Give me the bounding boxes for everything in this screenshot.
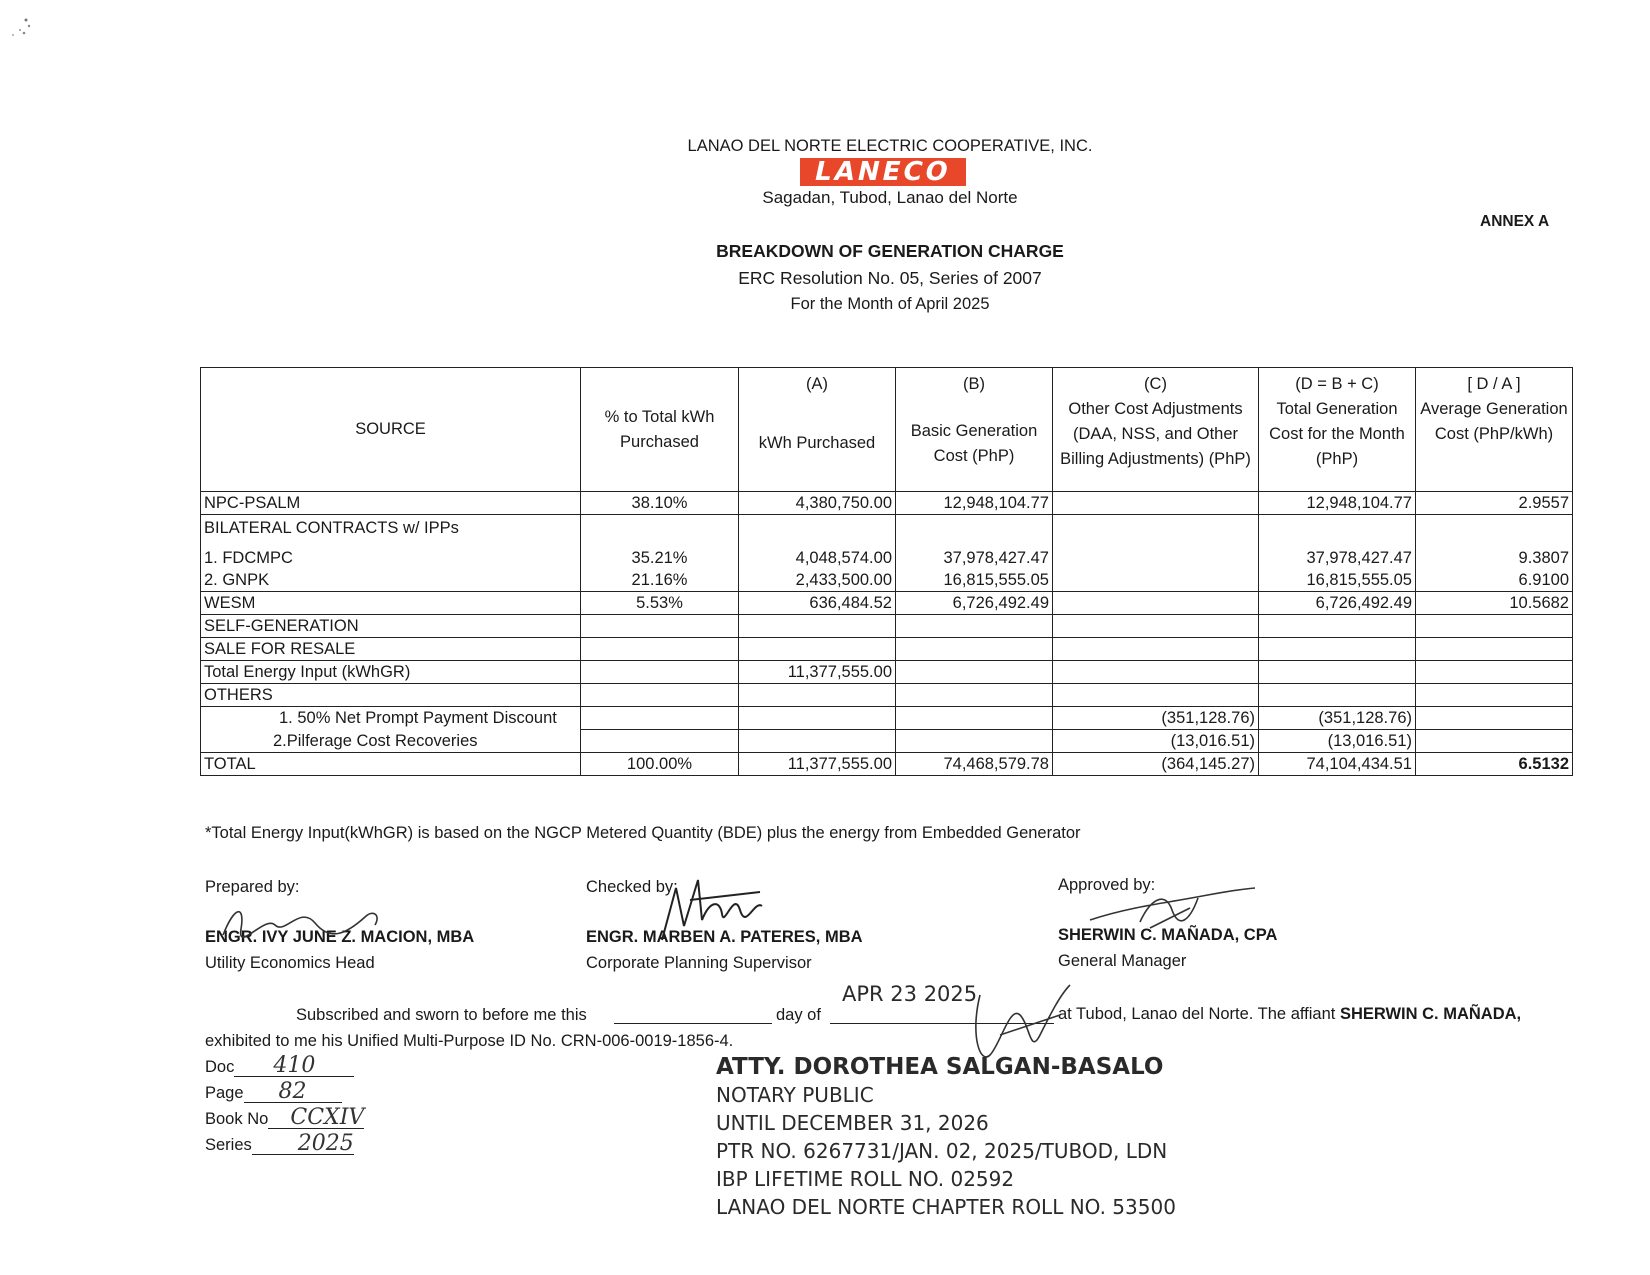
row-pct: 100.00% (581, 753, 739, 776)
generation-charge-table (200, 367, 1573, 776)
company-name: LANAO DEL NORTE ELECTRIC COOPERATIVE, INC. (687, 137, 1093, 155)
row-adjustments (1053, 592, 1259, 615)
row-kwh: 4,380,750.00 (739, 492, 896, 515)
row-source: NPC-PSALM (201, 492, 581, 515)
table-row (201, 592, 1573, 615)
col-header-source: SOURCE (201, 368, 581, 492)
row-source: SELF-GENERATION (201, 615, 581, 638)
row-total-cost: 37,978,427.47 (1259, 541, 1416, 569)
row-total-cost: 12,948,104.77 (1259, 492, 1416, 515)
row-kwh: 4,048,574.00 (739, 541, 896, 569)
row-basic-cost: 6,726,492.49 (896, 592, 1053, 615)
table-row (201, 515, 1573, 542)
date-stamp: APR 23 2025 (842, 982, 978, 1006)
checked-signature (650, 870, 780, 955)
resolution-line: ERC Resolution No. 05, Series of 2007 (738, 268, 1042, 288)
company-address: Sagadan, Tubod, Lanao del Norte (762, 188, 1018, 207)
row-kwh: 11,377,555.00 (739, 661, 896, 684)
page-value: 82 (244, 1082, 342, 1103)
checked-name: ENGR. MARBEN A. PATERES, MBA (586, 928, 863, 946)
row-source: 2. GNPK (201, 569, 581, 592)
row-source: BILATERAL CONTRACTS w/ IPPs (201, 515, 581, 542)
row-pct: 38.10% (581, 492, 739, 515)
row-adjustments: (364,145.27) (1053, 753, 1259, 776)
notary-signature (960, 975, 1080, 1090)
prepared-name: ENGR. IVY JUNE Z. MACION, MBA (205, 928, 475, 946)
scan-artifact (8, 14, 34, 38)
row-adjustments (1053, 541, 1259, 569)
table-row (201, 684, 1573, 707)
approved-label: Approved by: (1058, 876, 1156, 894)
row-source: WESM (201, 592, 581, 615)
row-avg-cost: 2.9557 (1416, 492, 1573, 515)
approved-position: General Manager (1058, 952, 1187, 970)
row-kwh: 11,377,555.00 (739, 753, 896, 776)
row-basic-cost: 74,468,579.78 (896, 753, 1053, 776)
row-source: SALE FOR RESALE (201, 638, 581, 661)
approved-signature (1080, 880, 1260, 945)
col-header-b: (B) Basic Generation Cost (PhP) (896, 368, 1053, 492)
col-header-e: [ D / A ] Average Generation Cost (PhP/kWh) (1416, 368, 1573, 492)
row-source: 2.Pilferage Cost Recoveries (201, 730, 581, 753)
laneco-logo: LANECO (800, 158, 966, 186)
notary-name: ATTY. DOROTHEA SALGAN-BASALO (716, 1054, 1164, 1080)
row-basic-cost: 37,978,427.47 (896, 541, 1053, 569)
col-header-a: (A) kWh Purchased (739, 368, 896, 492)
table-row (201, 615, 1573, 638)
row-kwh: 636,484.52 (739, 592, 896, 615)
row-avg-cost: 10.5682 (1416, 592, 1573, 615)
document-title: BREAKDOWN OF GENERATION CHARGE (716, 241, 1064, 261)
prepared-label: Prepared by: (205, 878, 300, 896)
jurat-day-line (614, 1023, 772, 1024)
row-total-cost: (13,016.51) (1259, 730, 1416, 753)
row-adjustments (1053, 492, 1259, 515)
row-pct: 5.53% (581, 592, 739, 615)
row-avg-cost: 6.9100 (1416, 569, 1573, 592)
table-row (201, 661, 1573, 684)
jurat-part1: Subscribed and sworn to before me this (296, 1006, 587, 1024)
table-row (201, 730, 1573, 753)
row-total-cost: (351,128.76) (1259, 707, 1416, 730)
row-pct: 35.21% (581, 541, 739, 569)
notary-ptr: PTR NO. 6267731/JAN. 02, 2025/TUBOD, LDN (716, 1139, 1168, 1163)
col-header-c: (C) Other Cost Adjustments (DAA, NSS, and Other Billing Adjustments) (PhP) (1053, 368, 1259, 492)
jurat-part2: day of (776, 1006, 821, 1024)
table-row (201, 541, 1573, 569)
notary-until: UNTIL DECEMBER 31, 2026 (716, 1111, 989, 1135)
row-source: 1. FDCMPC (201, 541, 581, 569)
notary-stamp (716, 1053, 1176, 1221)
row-adjustments: (13,016.51) (1053, 730, 1259, 753)
row-avg-cost: 9.3807 (1416, 541, 1573, 569)
row-total-cost: 74,104,434.51 (1259, 753, 1416, 776)
table-row (201, 569, 1573, 592)
jurat-line2: exhibited to me his Unified Multi-Purpose ID No. CRN-006-0019-1856-4. (205, 1032, 734, 1050)
jurat-part3: at Tubod, Lanao del Norte. The affiant SHERWIN C. MAÑADA, (1058, 1005, 1522, 1023)
row-basic-cost: 16,815,555.05 (896, 569, 1053, 592)
prepared-signature (205, 895, 405, 950)
doc-value: 410 (234, 1056, 354, 1077)
series-value: 2025 (252, 1134, 354, 1155)
row-total-cost: 16,815,555.05 (1259, 569, 1416, 592)
checked-label: Checked by: (586, 878, 678, 896)
table-row (201, 638, 1573, 661)
table-header-row (201, 368, 1573, 492)
row-basic-cost: 12,948,104.77 (896, 492, 1053, 515)
row-pct: 21.16% (581, 569, 739, 592)
row-total-cost: 6,726,492.49 (1259, 592, 1416, 615)
book-value: CCXIV (268, 1108, 364, 1129)
row-adjustments (1053, 569, 1259, 592)
table-row (201, 492, 1573, 515)
notary-title: NOTARY PUBLIC (716, 1083, 874, 1107)
col-header-d: (D = B + C) Total Generation Cost for the Month (PhP) (1259, 368, 1416, 492)
row-kwh: 2,433,500.00 (739, 569, 896, 592)
row-source: 1. 50% Net Prompt Payment Discount (201, 707, 581, 730)
notary-ibp: IBP LIFETIME ROLL NO. 02592 (716, 1167, 1015, 1191)
table-row (201, 707, 1573, 730)
table-total-row (201, 753, 1573, 776)
notary-chapter: LANAO DEL NORTE CHAPTER ROLL NO. 53500 (716, 1195, 1176, 1219)
prepared-position: Utility Economics Head (205, 954, 375, 972)
row-adjustments: (351,128.76) (1053, 707, 1259, 730)
annex-label: ANNEX A (1480, 213, 1550, 230)
row-source: TOTAL (201, 753, 581, 776)
row-source: OTHERS (201, 684, 581, 707)
footnote: *Total Energy Input(kWhGR) is based on the NGCP Metered Quantity (BDE) plus the energy from Embedded Generator (205, 824, 1081, 842)
row-source: Total Energy Input (kWhGR) (201, 661, 581, 684)
col-header-pct: % to Total kWh Purchased (581, 368, 739, 492)
approved-name: SHERWIN C. MAÑADA, CPA (1058, 926, 1278, 944)
period-line: For the Month of April 2025 (790, 295, 990, 313)
row-avg-cost: 6.5132 (1416, 753, 1573, 776)
docket-block: Doc 410 Page 82 Book No CCXIV Series 2025 (205, 1053, 365, 1156)
checked-position: Corporate Planning Supervisor (586, 954, 812, 972)
